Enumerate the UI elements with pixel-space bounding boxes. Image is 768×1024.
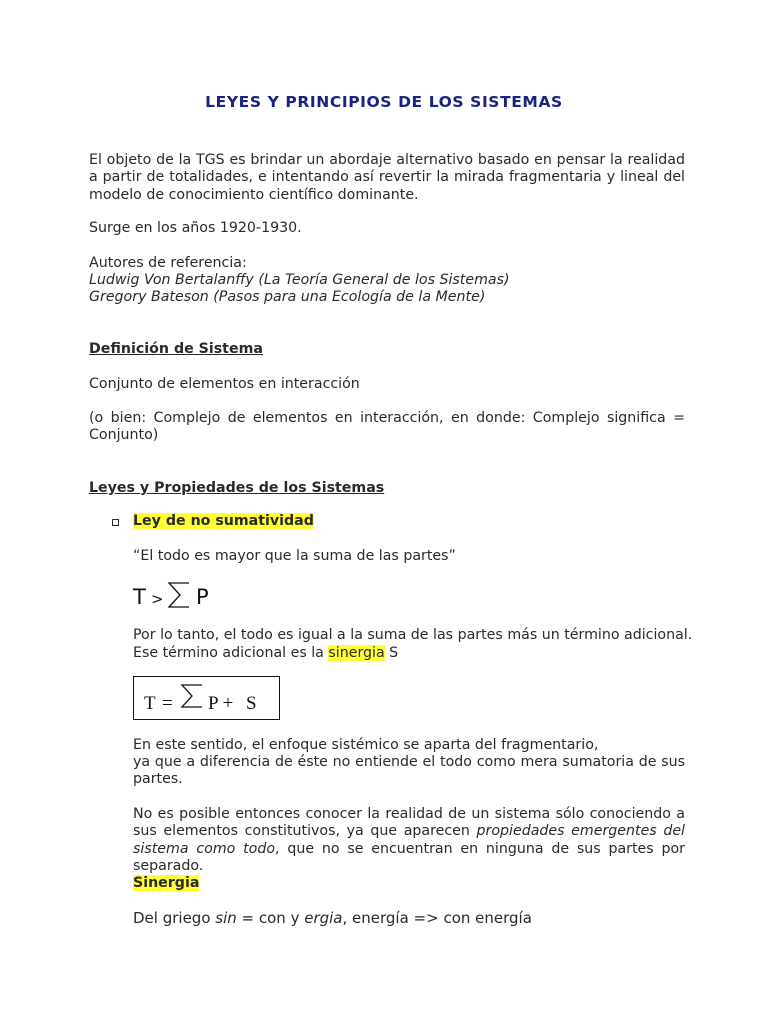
- emergent-paragraph: [133, 806, 685, 875]
- sense-line-1: En este sentido, el enfoque sistémico se aparta del fragmentario,: [133, 737, 599, 753]
- author-bertalanffy: Ludwig Von Bertalanffy (La Teoría General de los Sistemas): [89, 272, 510, 288]
- etymology-text-2: = con y: [236, 909, 305, 927]
- intro-paragraph: El objeto de la TGS es brindar un abordaje alternativo basado en pensar la realidad a partir de totalidades, e intentando así revertir la mirada fragmentaria y lineal del modelo de conocimiento científico dominante.: [89, 152, 685, 203]
- synergy-symbol: S: [384, 645, 399, 661]
- emergent-text-2: , que no se encuentran en ninguna de sus partes por separado.: [133, 840, 685, 874]
- therefore-line-1: Por lo tanto, el todo es igual a la suma de las partes más un término adicional.: [133, 627, 693, 643]
- etymology-text-1: Del griego: [133, 909, 216, 927]
- definition-alt: (o bien: Complejo de elementos en interacción, en donde: Complejo significa = Conjunto): [89, 410, 685, 444]
- therefore-line-2: [133, 645, 398, 662]
- formula2-s: S: [246, 693, 257, 714]
- formula2-p-plus: P +: [208, 693, 234, 714]
- etymology-ergia: ergia: [304, 909, 343, 927]
- synergy-highlight: sinergia: [328, 645, 385, 661]
- definition-heading: Definición de Sistema: [89, 341, 263, 357]
- synergy-heading-highlight: Sinergia: [133, 875, 200, 891]
- author-bateson: Gregory Bateson (Pasos para una Ecología de la Mente): [89, 289, 486, 305]
- emergent-text-1: No es posible entonces conocer la realidad de un sistema sólo conociendo a sus elementos constitutivos, ya que aparecen: [133, 806, 685, 840]
- page-title: LEYES Y PRINCIPIOS DE LOS SISTEMAS: [205, 93, 563, 111]
- synergy-heading: [133, 875, 199, 891]
- origin-date-text: Surge en los años 1920-1930.: [89, 220, 302, 236]
- etymology-text-3: , energía => con energía: [342, 909, 532, 927]
- formula-synergy-box: [133, 676, 280, 720]
- law-title: [133, 513, 314, 529]
- sigma-icon: [167, 582, 191, 608]
- law-title-highlight: Ley de no sumatividad: [133, 513, 314, 529]
- formula-p: P: [196, 585, 209, 609]
- sense-line-2: ya que a diferencia de éste no entiende el todo como mera sumatoria de sus partes.: [133, 754, 685, 788]
- authors-label: Autores de referencia:: [89, 255, 247, 271]
- law-quote: “El todo es mayor que la suma de las partes”: [133, 548, 456, 564]
- formula2-t: T: [144, 693, 156, 714]
- laws-heading: Leyes y Propiedades de los Sistemas: [89, 480, 385, 496]
- etymology-sin: sin: [215, 909, 237, 927]
- formula-greater-than: >: [151, 590, 164, 608]
- therefore-text: Ese término adicional es la: [133, 645, 329, 661]
- formula2-equals: =: [162, 693, 173, 714]
- emergent-properties: propiedades emergentes del sistema como todo: [133, 823, 685, 857]
- synergy-etymology: [133, 910, 532, 927]
- sigma-icon: [180, 684, 204, 708]
- square-bullet-icon: [112, 519, 119, 526]
- definition-line: Conjunto de elementos en interacción: [89, 376, 360, 392]
- formula-t: T: [133, 585, 146, 609]
